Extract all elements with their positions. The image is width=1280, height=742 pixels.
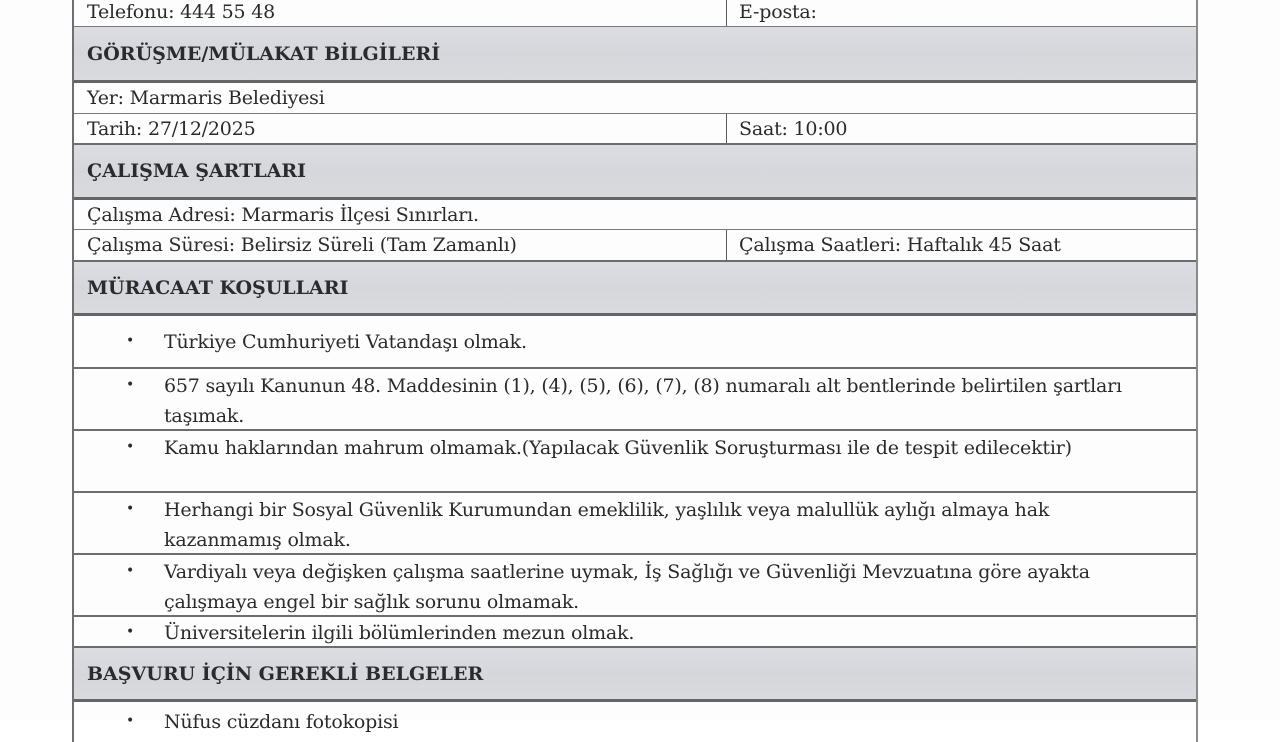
required-documents-header-cell [74,648,1196,699]
requirement-cell [74,316,1196,367]
requirement-item [74,431,1196,493]
work-duration-row [74,230,1196,262]
work-address-cell [74,200,1196,229]
work-conditions-section-header [74,145,1196,200]
bullet-icon: • [126,624,135,640]
time-text: Saat: 10:00 [739,117,848,140]
requirement-item [74,316,1196,369]
requirement-text: Vardiyalı veya değişken çalışma saatlerine uymak, İş Sağlığı ve Güvenliği Mevzuatına göre ayakta çalışmaya engel bir sağlık sorunu olmamak. [164,561,1090,613]
requirement-cell [74,617,1196,646]
requirement-item [74,617,1196,648]
requirement-text: Türkiye Cumhuriyeti Vatandaşı olmak. [164,331,527,353]
application-requirements-header-cell [74,262,1196,313]
application-requirements-section-header [74,262,1196,316]
requirement-text: 657 sayılı Kanunun 48. Maddesinin (1), (4), (5), (6), (7), (8) numaralı alt bentlerinde belirtilen şartları taşımak. [164,375,1122,427]
phone-cell [74,0,726,26]
bullet-icon: • [126,333,135,349]
required-document-text: Nüfus cüzdanı fotokopisi [164,711,399,733]
requirement-cell [74,431,1196,491]
required-documents-section-header [74,648,1196,702]
phone-text: Telefonu: 444 55 48 [87,1,276,23]
requirement-cell [74,493,1196,553]
required-document-item [74,702,1196,742]
date-text: Tarih: 27/12/2025 [87,117,256,140]
requirement-cell [74,369,1196,429]
work-hours-cell [726,230,1196,260]
work-duration-text: Çalışma Süresi: Belirsiz Süreli (Tam Zamanlı) [87,234,517,256]
work-address-row [74,200,1196,230]
email-cell [726,0,1196,26]
time-cell [726,114,1196,143]
requirement-cell [74,555,1196,615]
date-cell [74,114,726,143]
application-requirements-header-text: MÜRACAAT KOŞULLARI [87,276,349,299]
requirement-item [74,369,1196,431]
work-duration-cell [74,230,726,260]
job-posting-table [72,0,1198,742]
email-text: E-posta: [739,1,817,23]
work-conditions-header-cell [74,145,1196,197]
bullet-icon: • [126,563,135,579]
required-documents-header-text: BAŞVURU İÇİN GEREKLİ BELGELER [87,662,484,685]
interview-header-cell [74,27,1196,80]
bullet-icon: • [126,713,135,729]
requirement-item [74,493,1196,555]
requirement-text: Herhangi bir Sosyal Güvenlik Kurumundan emeklilik, yaşlılık veya malullük aylığı almaya hak kazanmamış olmak. [164,499,1050,551]
interview-section-header [74,27,1196,83]
required-document-cell [74,702,1196,742]
work-conditions-header-text: ÇALIŞMA ŞARTLARI [87,160,307,182]
requirement-item [74,555,1196,617]
bullet-icon: • [126,439,135,455]
interview-datetime-row [74,114,1196,145]
bullet-icon: • [126,377,135,393]
requirement-text: Üniversitelerin ilgili bölümlerinden mezun olmak. [164,622,635,644]
work-address-text: Çalışma Adresi: Marmaris İlçesi Sınırları. [87,203,479,226]
place-text: Yer: Marmaris Belediyesi [87,87,325,109]
requirement-text: Kamu haklarından mahrum olmamak.(Yapılacak Güvenlik Soruşturması ile de tespit edilecektir) [164,437,1072,459]
bullet-icon: • [126,501,135,517]
interview-place-row [74,83,1196,114]
place-cell [74,83,1196,113]
work-hours-text: Çalışma Saatleri: Haftalık 45 Saat [739,234,1061,256]
contact-row [74,0,1196,27]
interview-header-text: GÖRÜŞME/MÜLAKAT BİLGİLERİ [87,42,441,65]
